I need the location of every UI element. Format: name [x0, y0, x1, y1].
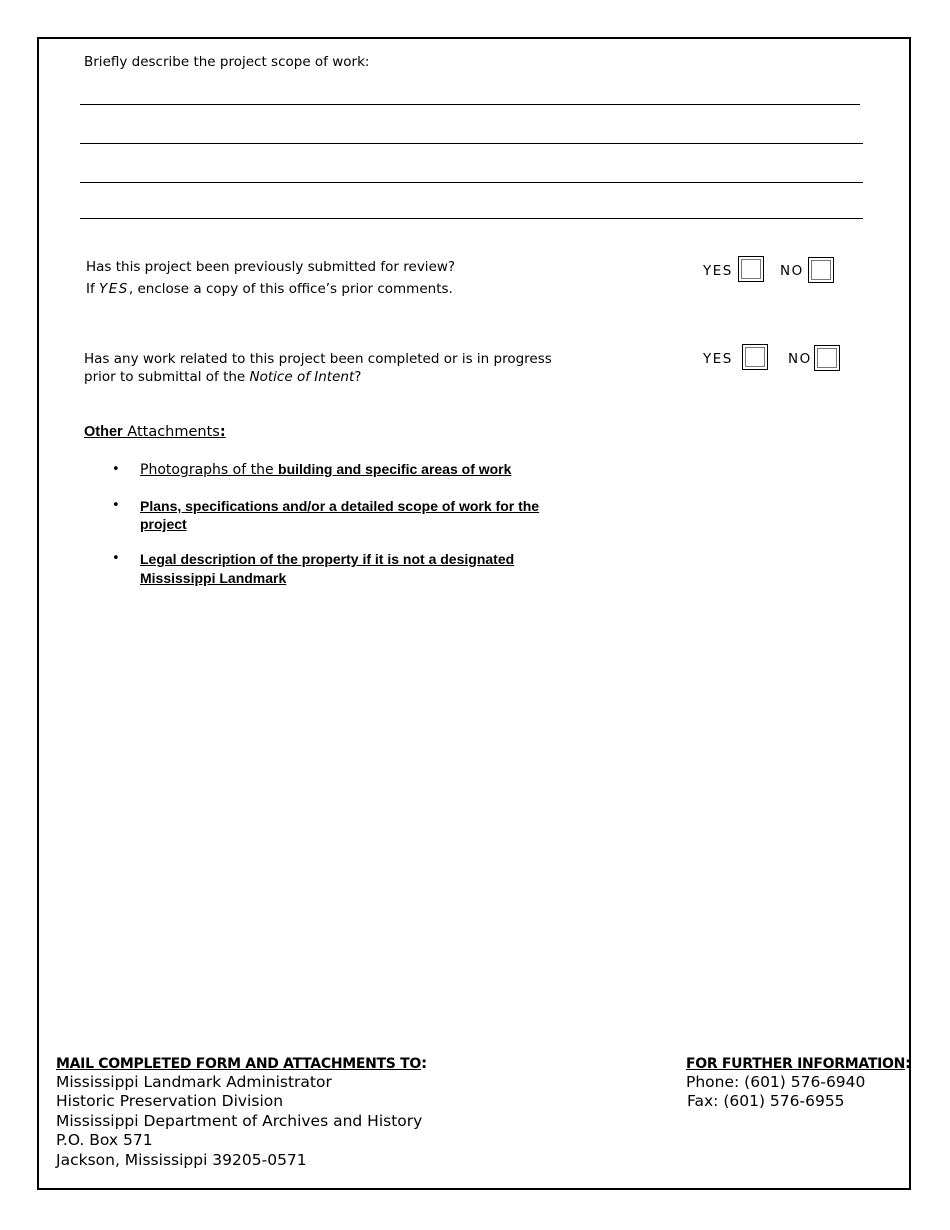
bullet-1: • [112, 462, 120, 477]
scope-line-2[interactable] [80, 143, 863, 144]
q2-text-suffix: ? [354, 369, 362, 385]
info-heading-colon: : [905, 1054, 912, 1072]
info-phone: Phone: (601) 576-6940 [686, 1073, 866, 1091]
q1-no-checkbox[interactable] [808, 257, 834, 283]
q2-notice-of-intent: Notice of Intent [249, 369, 355, 385]
info-heading [686, 1054, 911, 1075]
q2-text-line2 [84, 369, 361, 385]
q1-instruction-prefix: If [86, 281, 100, 297]
bullet-3: • [112, 551, 120, 566]
q2-text-prefix: prior to submittal of the [84, 369, 250, 385]
mail-heading-text: MAIL COMPLETED FORM AND ATTACHMENTS TO [56, 1056, 422, 1072]
attachments-heading-colon: : [219, 424, 226, 440]
mail-line-4: P.O. Box 571 [56, 1131, 153, 1149]
attachment-item-photographs [140, 460, 511, 479]
attachment-item1-plain: Photographs of the [140, 462, 279, 478]
q1-instruction-em: YES [99, 281, 129, 297]
q2-yes-label: YES [703, 351, 733, 367]
scope-line-1[interactable] [80, 104, 860, 105]
attachment-item-plans-line2: project [140, 516, 187, 532]
mail-heading-colon: : [421, 1054, 428, 1072]
q1-no-label: NO [780, 263, 804, 279]
mail-line-5: Jackson, Mississippi 39205-0571 [56, 1151, 307, 1169]
q1-instruction-suffix: , enclose a copy of this office’s prior comments. [128, 281, 453, 297]
mail-line-2: Historic Preservation Division [56, 1092, 284, 1110]
attachments-heading-rest: Attachments [122, 424, 220, 440]
q2-no-label: NO [788, 351, 812, 367]
q1-instruction [86, 281, 453, 297]
form-border [37, 37, 911, 1190]
mail-line-3: Mississippi Department of Archives and History [56, 1112, 423, 1130]
scope-prompt: Briefly describe the project scope of work: [84, 54, 370, 70]
attachment-item1-bold: building and specific areas of work [278, 461, 512, 477]
info-heading-text: FOR FURTHER INFORMATION [686, 1056, 906, 1072]
q2-yes-checkbox[interactable] [742, 344, 768, 370]
q2-no-checkbox[interactable] [814, 345, 840, 371]
q2-text: Has any work related to this project been completed or is in progress [84, 351, 552, 367]
attachment-item-legal-line1: Legal description of the property if it is not a designated [140, 551, 515, 567]
q1-text: Has this project been previously submitted for review? [86, 259, 456, 275]
attachment-item-legal-line2: Mississippi Landmark [140, 570, 287, 586]
mail-line-1: Mississippi Landmark Administrator [56, 1073, 332, 1091]
q1-yes-label: YES [703, 263, 733, 279]
scope-line-4[interactable] [80, 218, 863, 219]
attachments-heading [84, 424, 226, 440]
attachment-item-plans-line1: Plans, specifications and/or a detailed scope of work for the [140, 498, 540, 514]
info-fax: Fax: (601) 576-6955 [687, 1092, 845, 1110]
attachments-heading-bold: Other [84, 424, 123, 440]
scope-line-3[interactable] [80, 182, 863, 183]
mail-heading [56, 1054, 427, 1075]
q1-yes-checkbox[interactable] [738, 256, 764, 282]
bullet-2: • [112, 498, 120, 513]
